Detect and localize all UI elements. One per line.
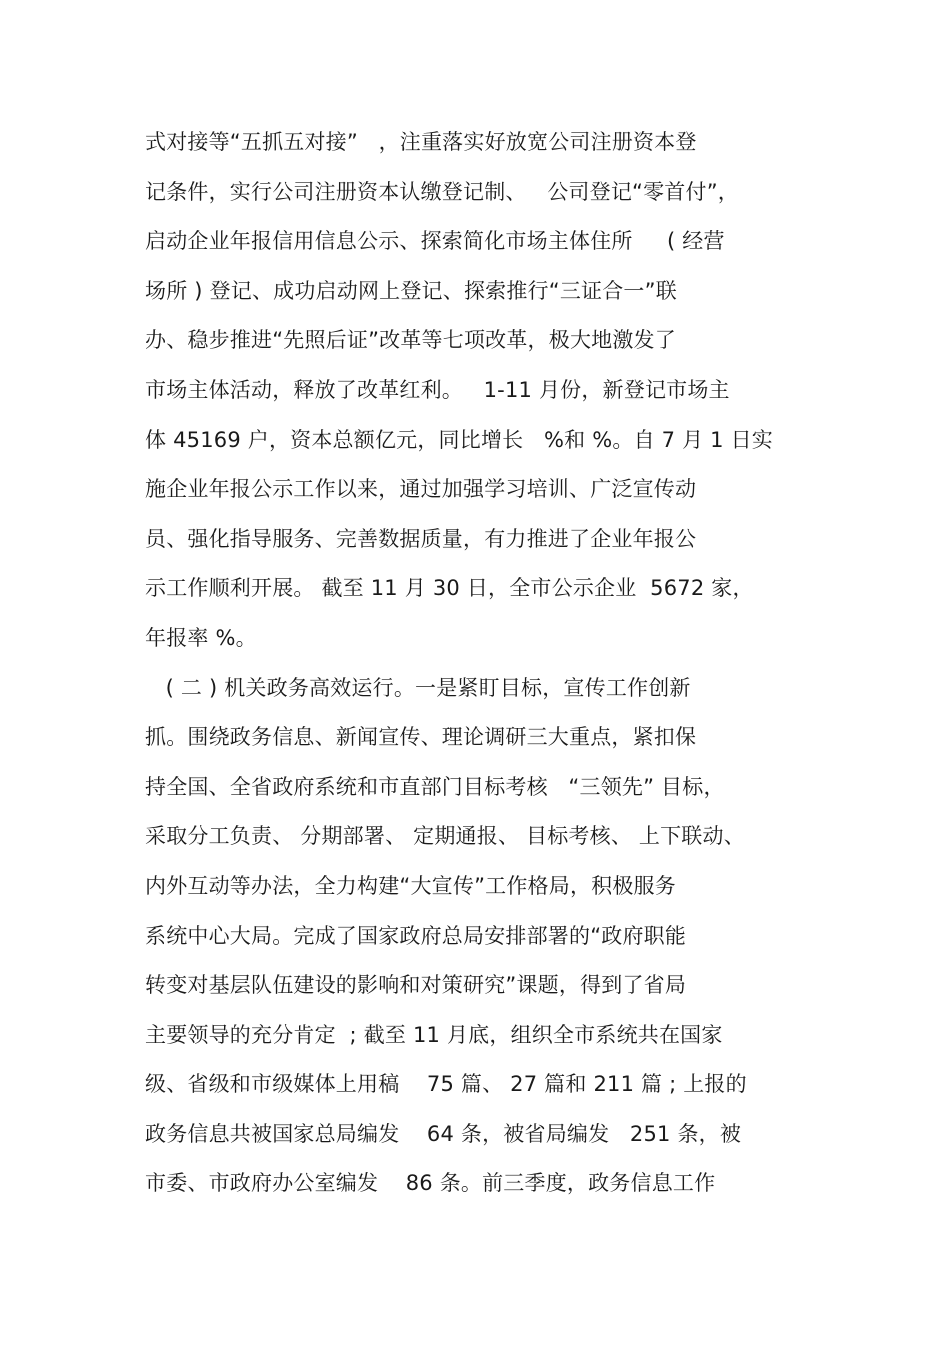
text-line: 启动企业年报信用信息公示、探索简化市场主体住所 ( 经营 [145,229,725,254]
text-line: 政务信息共被国家总局编发 64 条，被省局编发 251 条，被 [145,1121,742,1146]
section-heading-line: ( 二 ) 机关政务高效运行。一是紧盯目标，宣传工作创新 [145,675,691,700]
text-line: 年报率 %。 [145,625,257,650]
text-line: 内外互动等办法，全力构建“大宣传”工作格局，积极服务 [145,873,676,898]
text-line: 转变对基层队伍建设的影响和对策研究”课题，得到了省局 [145,973,687,998]
text-line: 员、强化指导服务、完善数据质量，有力推进了企业年报公 [145,526,697,551]
text-line: 示工作顺利开展。 截至 11 月 30 日，全市公示企业 5672 家， [145,576,754,601]
text-line: 市场主体活动，释放了改革红利。 1-11 月份，新登记市场主 [145,377,730,402]
text-line: 抓。围绕政务信息、新闻宣传、理论调研三大重点，紧扣保 [145,725,697,750]
text-line: 施企业年报公示工作以来，通过加强学习培训、广泛宣传动 [145,477,697,502]
text-line: 系统中心大局。完成了国家政府总局安排部署的“政府职能 [145,923,687,948]
text-line: 采取分工负责、 分期部署、 定期通报、 目标考核、 上下联动、 [145,824,745,849]
text-line: 场所 ) 登记、成功启动网上登记、探索推行“三证合一”联 [145,278,677,303]
text-line: 体 45169 户，资本总额亿元，同比增长 %和 %。自 7 月 1 日实 [145,427,773,452]
text-line: 级、省级和市级媒体上用稿 75 篇、 27 篇和 211 篇 ; 上报的 [145,1072,747,1097]
text-line: 市委、市政府办公室编发 86 条。前三季度，政务信息工作 [145,1171,716,1196]
text-line: 主要领导的充分肯定 ; 截至 11 月底，组织全市系统共在国家 [145,1022,723,1047]
body-text [145,118,825,1209]
text-line: 记条件，实行公司注册资本认缴登记制、 公司登记“零首付”， [145,179,739,204]
text-line: 办、稳步推进“先照后证”改革等七项改革，极大地激发了 [145,328,676,353]
text-line: 式对接等“五抓五对接” ，注重落实好放宽公司注册资本登 [145,130,697,154]
text-line: 持全国、全省政府系统和市直部门目标考核 “三领先” 目标， [145,774,725,799]
